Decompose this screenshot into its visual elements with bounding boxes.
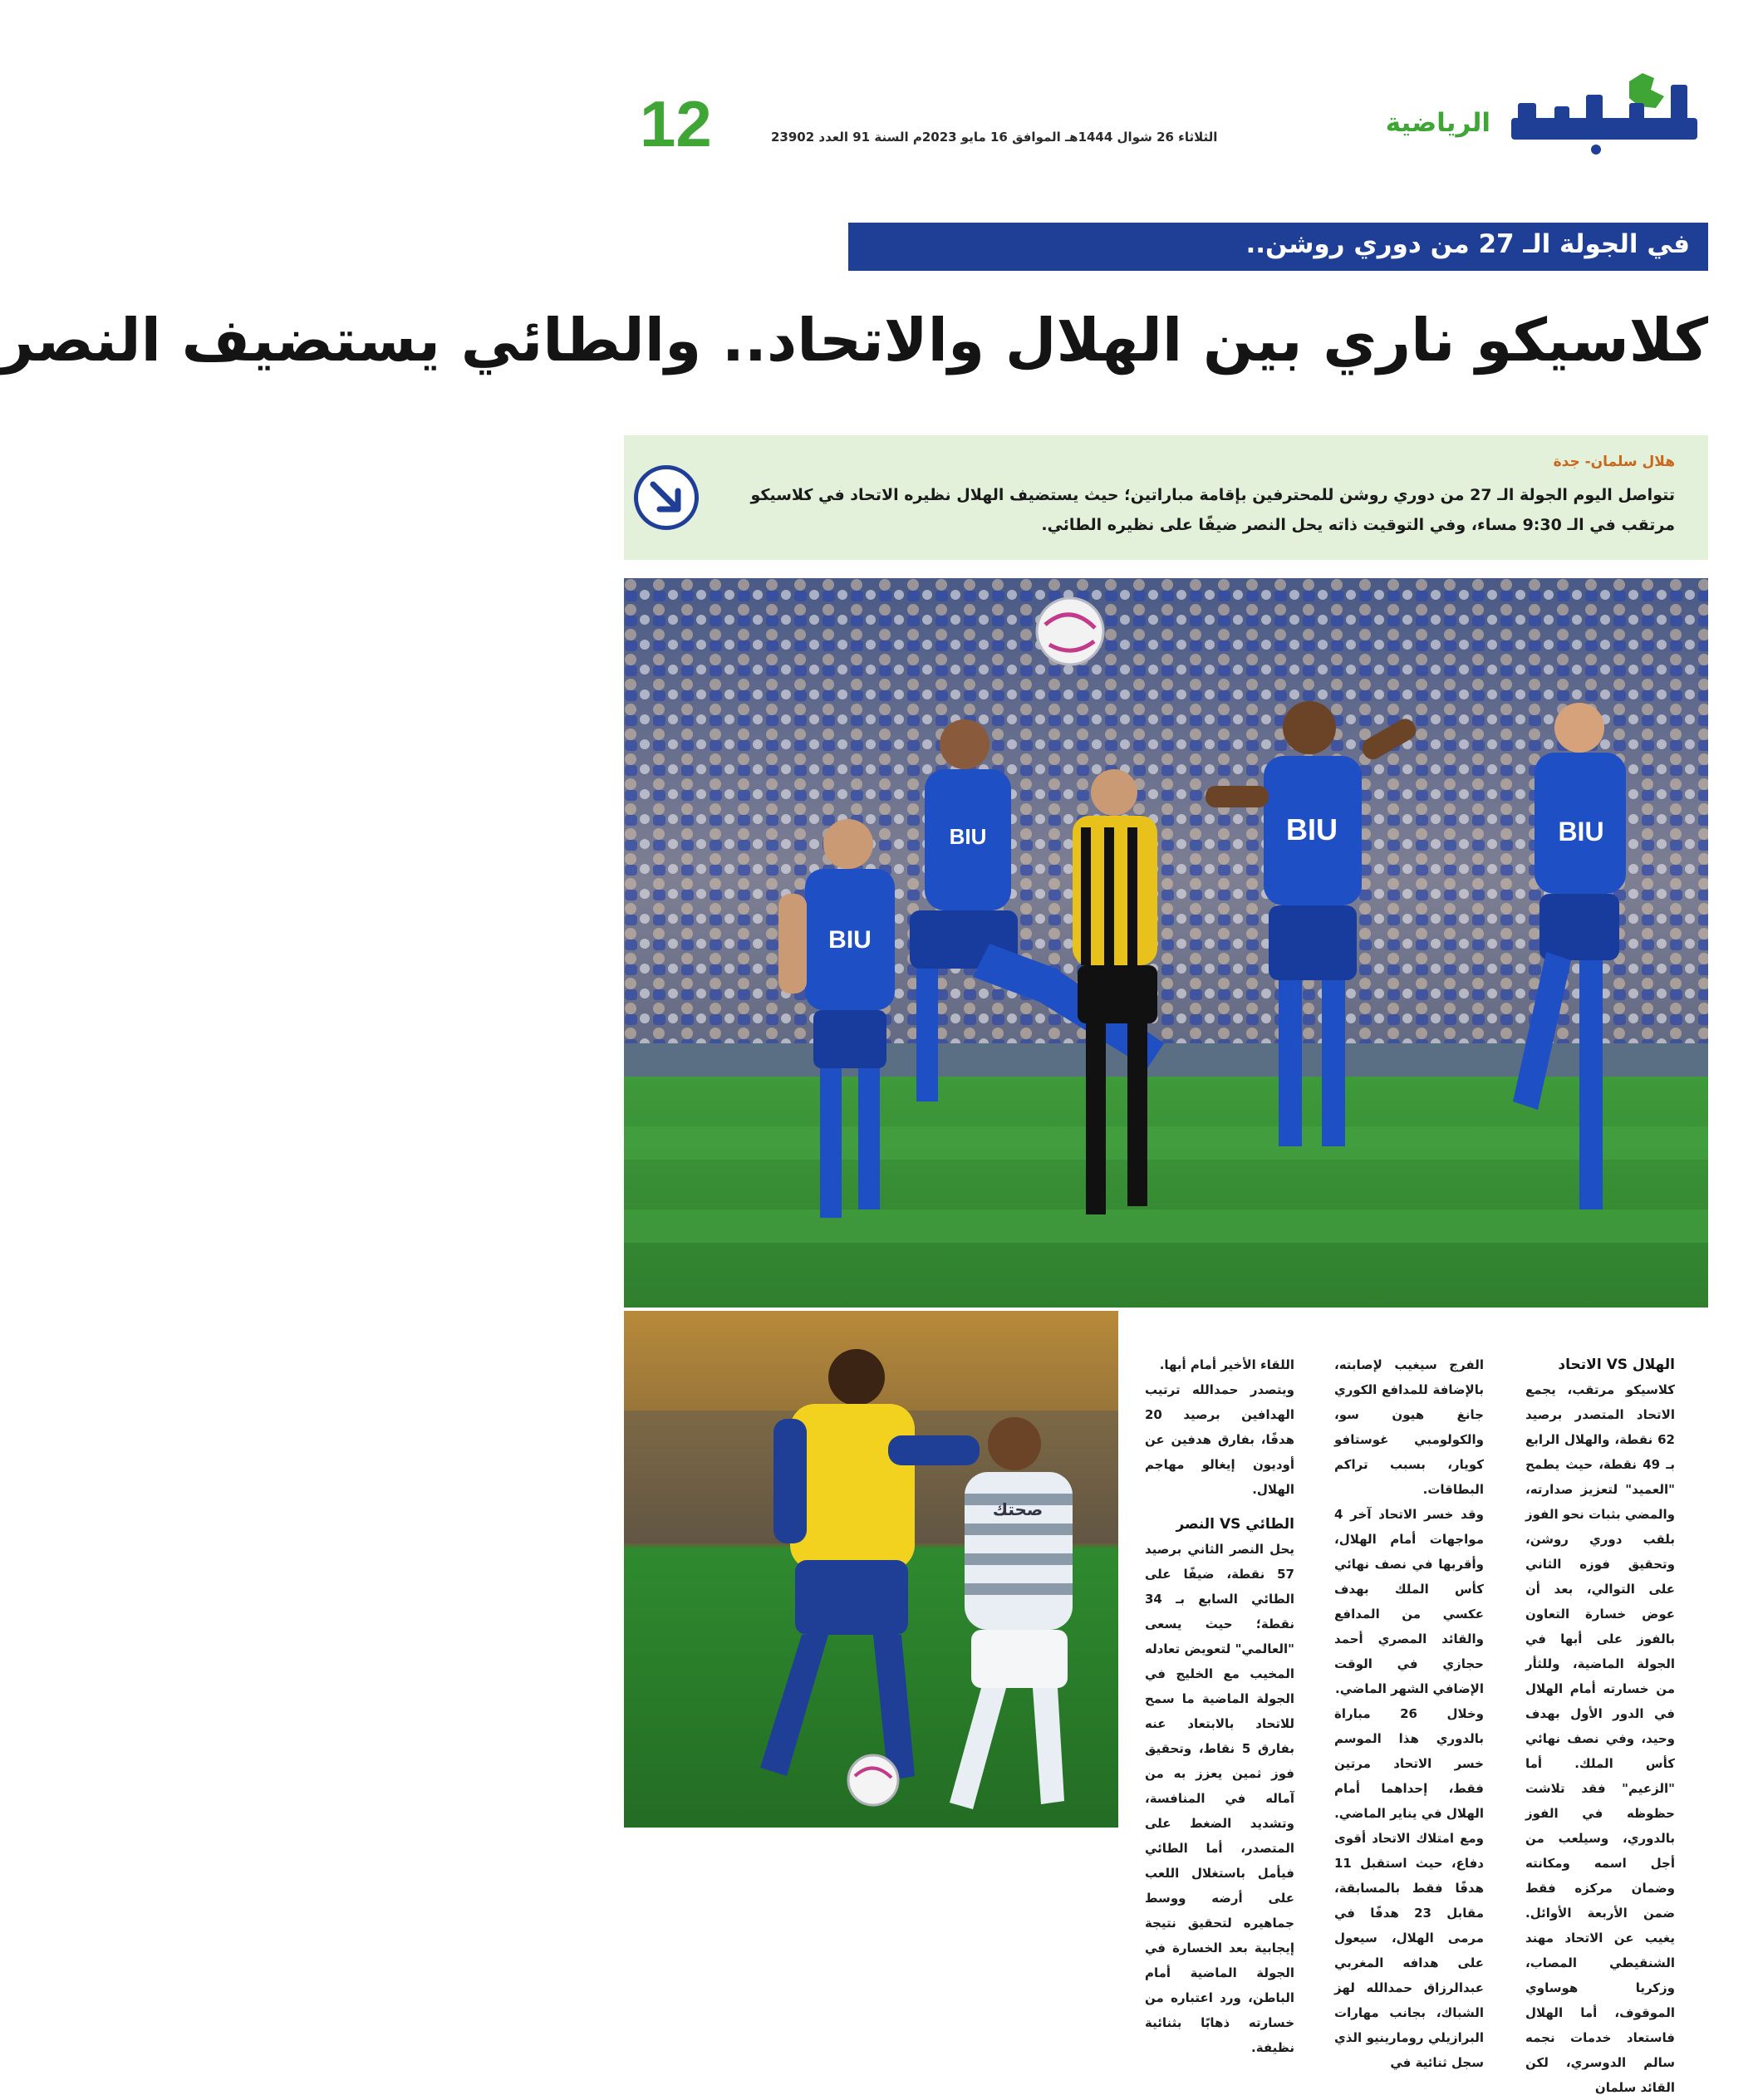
main-match-photo — [624, 578, 1708, 1308]
paragraph: كلاسيكو مرتقب، يجمع الاتحاد المتصدر برصيد 62 نقطة، والهلال الرابع بـ 49 نقطة، حيث يطمح "العميد" لتعزيز صدارته، والمضي بثبات نحو الفوز بلقب دوري روشن، وتحقيق فوزه الثاني على التوالي، بعد أن عوض خسارة التعاون بالفوز على أبها في الجولة الماضية، وللثأر من خسارته أمام الهلال في الدور الأول بهدف وحيد، وفي نصف نهائي كأس الملك. أما "الزعيم" فقد تلاشت حظوظه في الفوز بالدوري، وسيلعب من أجل اسمه ومكانته وضمان مركزه فقط ضمن الأربعة الأوائل. يغيب عن الاتحاد مهند الشنقيطي المصاب، وزكريا هوساوي الموقوف، أما الهلال فاستعاد خدمات نجمه سالم الدوسري، لكن القائد سلمان — [1525, 1382, 1675, 2095]
article-column-1 — [1525, 1352, 1675, 2100]
byline: هلال سلمان- جدة — [1553, 454, 1675, 470]
paragraph: الفرج سيغيب لإصابته، بالإضافة للمدافع الكوري جانغ هيون سو، والكولومبي غوستافو كويار، بسبب تراكم البطاقات. — [1334, 1357, 1484, 1497]
kit-sponsor-text: BIU — [1558, 817, 1604, 846]
page-number: 12 — [640, 87, 712, 160]
paragraph: ومع امتلاك الاتحاد أقوى دفاع، حيث استقبل 11 هدفًا فقط بالمسابقة، مقابل 23 هدفًا في مرمى الهلال، سيعول على هدافه المغربي عبدالرزاق حمدالله لهز الشباك، بجانب مهارات البرازيلي رومارينيو الذي سجل ثنائية في — [1334, 1831, 1484, 2070]
kit-sponsor-text: BIU — [1286, 812, 1338, 846]
paragraph: وخلال 26 مباراة بالدوري هذا الموسم خسر الاتحاد مرتين فقط، إحداهما أمام الهلال في يناير الماضي. — [1334, 1706, 1484, 1821]
newspaper-logo — [1505, 70, 1708, 161]
masthead — [628, 58, 1708, 166]
kit-sponsor-text: صحتك — [992, 1499, 1044, 1519]
subheading-taee-nassr: الطائي VS النصر — [1176, 1516, 1294, 1533]
second-match-photo — [624, 1309, 1118, 1826]
intro-text: تتواصل اليوم الجولة الـ 27 من دوري روشن للمحترفين بإقامة مباراتين؛ حيث يستضيف الهلال نظيره الاتحاد في كلاسيكو مرتقب في الـ 9:30 مساء، وفي التوقيت ذاته يحل النصر ضيفًا على نظيره الطائي. — [750, 486, 1675, 534]
paragraph: اللقاء الأخير أمام أبها. — [1159, 1357, 1294, 1372]
section-name: الرياضية — [1385, 108, 1490, 138]
issue-date-line: الثلاثاء 26 شوال 1444هـ الموافق 16 مايو 2023م السنة 91 العدد 23902 — [771, 130, 1218, 145]
kit-sponsor-text: BIU — [949, 824, 987, 849]
arrow-down-right-icon — [634, 465, 699, 530]
article-column-3 — [1145, 1352, 1294, 2060]
kicker-bar: في الجولة الـ 27 من دوري روشن.. — [848, 223, 1708, 271]
subheading-hilal-ittihad: الهلال VS الاتحاد — [1558, 1357, 1675, 1373]
main-headline: كلاسيكو ناري بين الهلال والاتحاد.. والطائي يستضيف النصر — [0, 306, 1708, 375]
article-column-2 — [1334, 1352, 1484, 2075]
paragraph: وقد خسر الاتحاد آخر 4 مواجهات أمام الهلال، وأقربها في نصف نهائي كأس الملك بهدف عكسي من المدافع والقائد المصري أحمد حجازي في الوقت الإضافي الشهر الماضي. — [1334, 1507, 1484, 1696]
kit-sponsor-text: BIU — [828, 926, 872, 954]
paragraph: ويتصدر حمدالله ترتيب الهدافين برصيد 20 هدفًا، بفارق هدفين عن أوديون إيغالو مهاجم الهلال. — [1145, 1382, 1294, 1497]
paragraph: يحل النصر الثاني برصيد 57 نقطة، ضيفًا على الطائي السابع بـ 34 نقطة؛ حيث يسعى "العالمي" لتعويض تعادله المخيب مع الخليج في الجولة الماضية ما سمح للاتحاد بالابتعاد عنه بفارق 5 نقاط، وتحقيق فوز ثمين يعزز به من آماله في المنافسة، وتشديد الضغط على المتصدر، أما الطائي فيأمل باستغلال اللعب على أرضه ووسط جماهيره لتحقيق نتيجة إيجابية بعد الخسارة في الجولة الماضية أمام الباطن، ورد اعتباره من خسارته ذهابًا بثنائية نظيفة. — [1145, 1542, 1294, 2055]
intro-box — [624, 435, 1708, 560]
